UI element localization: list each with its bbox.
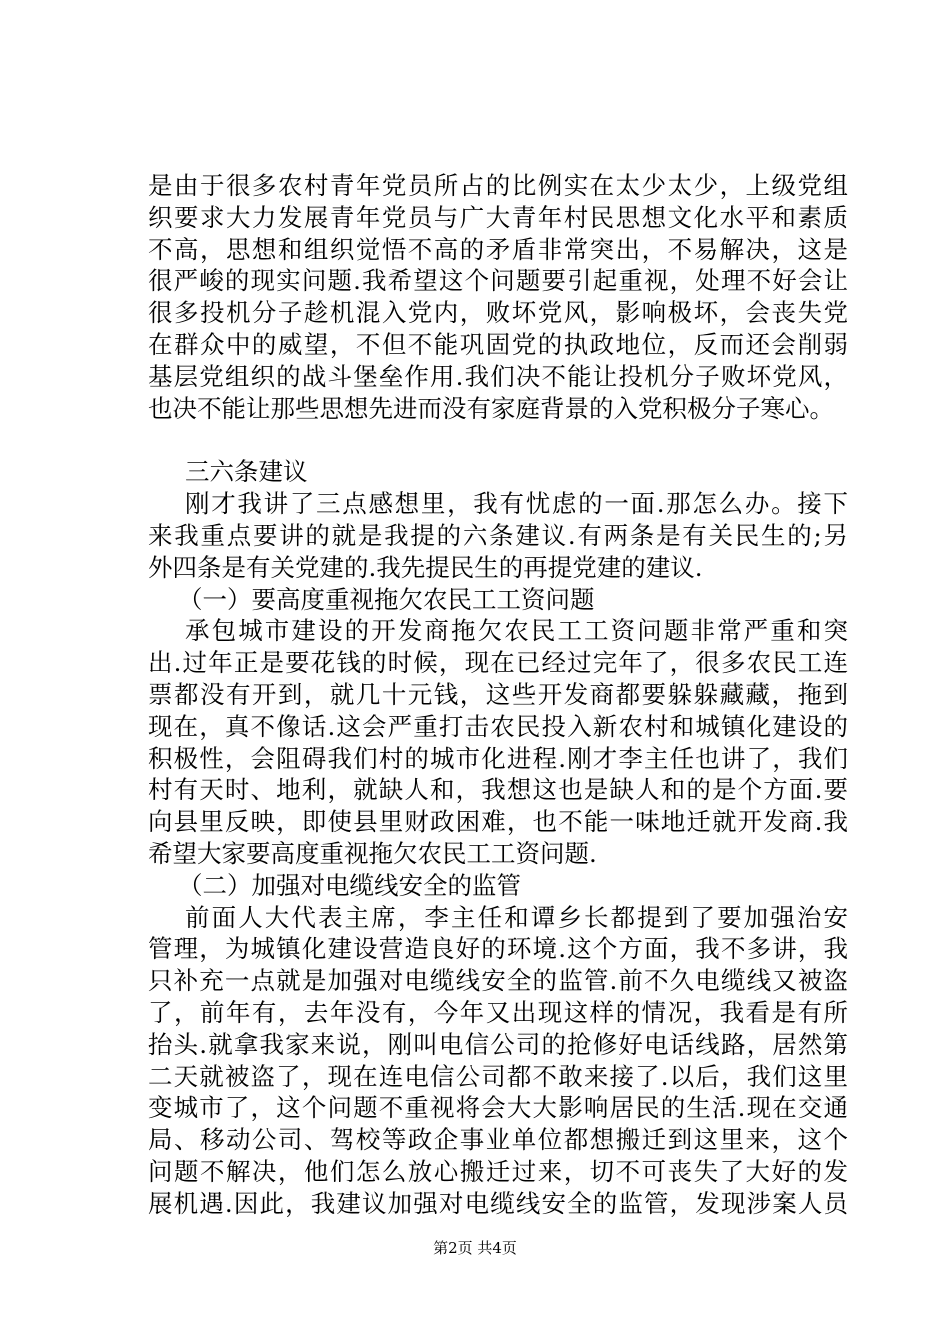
page-number-footer: 第2页 共4页 — [433, 1239, 517, 1257]
text-line: 很多投机分子趁机混入党内，败坏党风，影响极坏，会丧失党 — [148, 298, 848, 328]
text-line: 积极性，会阻碍我们村的城市化进程.刚才李主任也讲了，我们 — [148, 743, 848, 773]
text-line: 织要求大力发展青年党员与广大青年村民思想文化水平和素质 — [148, 202, 848, 232]
subheading-wages: （一）要高度重视拖欠农民工工资问题 — [178, 584, 595, 614]
text-line: 抬头.就拿我家来说，刚叫电信公司的抢修好电话线路，居然第 — [148, 1029, 848, 1059]
paragraph-intro — [148, 488, 848, 583]
text-line: 只补充一点就是加强对电缆线安全的监管.前不久电缆线又被盗 — [148, 966, 848, 996]
text-line: 基层党组织的战斗堡垒作用.我们决不能让投机分子败坏党风， — [148, 361, 848, 391]
text-line: 村有天时、地利，就缺人和，我想这也是缺人和的是个方面.要 — [148, 775, 848, 805]
section-heading: 三六条建议 — [185, 457, 308, 487]
text-line: 希望大家要高度重视拖欠农民工工资问题. — [148, 838, 597, 868]
text-line: 了，前年有，去年没有，今年又出现这样的情况，我看是有所 — [148, 997, 848, 1027]
paragraph-wages — [148, 615, 848, 869]
text-line: 现在，真不像话.这会严重打击农民投入新农村和城镇化建设的 — [148, 711, 848, 741]
text-line: 变城市了，这个问题不重视将会大大影响居民的生活.现在交通 — [148, 1093, 848, 1123]
text-line: 票都没有开到，就几十元钱，这些开发商都要躲躲藏藏，拖到 — [148, 679, 848, 709]
text-line: 前面人大代表主席，李主任和谭乡长都提到了要加强治安 — [185, 902, 848, 932]
text-line: 问题不解决，他们怎么放心搬迁过来，切不可丧失了大好的发 — [148, 1156, 848, 1186]
text-line: 出.过年正是要花钱的时候，现在已经过完年了，很多农民工连 — [148, 648, 848, 678]
paragraph-continuation — [148, 170, 848, 424]
document-body — [148, 170, 848, 1220]
text-line: 也决不能让那些思想先进而没有家庭背景的入党积极分子寒心。 — [148, 393, 834, 423]
text-line: 向县里反映，即使县里财政困难，也不能一味地迁就开发商.我 — [148, 807, 848, 837]
text-line: 是由于很多农村青年党员所占的比例实在太少太少，上级党组 — [148, 171, 848, 200]
paragraph-cables — [148, 902, 848, 1220]
text-line: 承包城市建设的开发商拖欠农民工工资问题非常严重和突 — [185, 616, 848, 646]
text-line: 展机遇.因此，我建议加强对电缆线安全的监管，发现涉案人员 — [148, 1188, 848, 1218]
text-line: 很严峻的现实问题.我希望这个问题要引起重视，处理不好会让 — [148, 266, 848, 296]
text-line: 不高，思想和组织觉悟不高的矛盾非常突出，不易解决，这是 — [148, 234, 848, 264]
text-line: 在群众中的威望，不但不能巩固党的执政地位，反而还会削弱 — [148, 329, 848, 359]
paragraph-gap — [148, 424, 848, 456]
text-line: 刚才我讲了三点感想里，我有忧虑的一面.那怎么办。接下 — [185, 489, 848, 519]
text-line: 外四条是有关党建的.我先提民生的再提党建的建议. — [148, 552, 703, 582]
text-line: 来我重点要讲的就是我提的六条建议.有两条是有关民生的;另 — [148, 520, 848, 550]
text-line: 局、移动公司、驾校等政企事业单位都想搬迁到这里来，这个 — [148, 1125, 848, 1155]
text-line: 管理，为城镇化建设营造良好的环境.这个方面，我不多讲，我 — [148, 934, 848, 964]
subheading-cables: （二）加强对电缆线安全的监管 — [178, 870, 521, 900]
text-line: 二天就被盗了，现在连电信公司都不敢来接了.以后，我们这里 — [148, 1061, 848, 1091]
